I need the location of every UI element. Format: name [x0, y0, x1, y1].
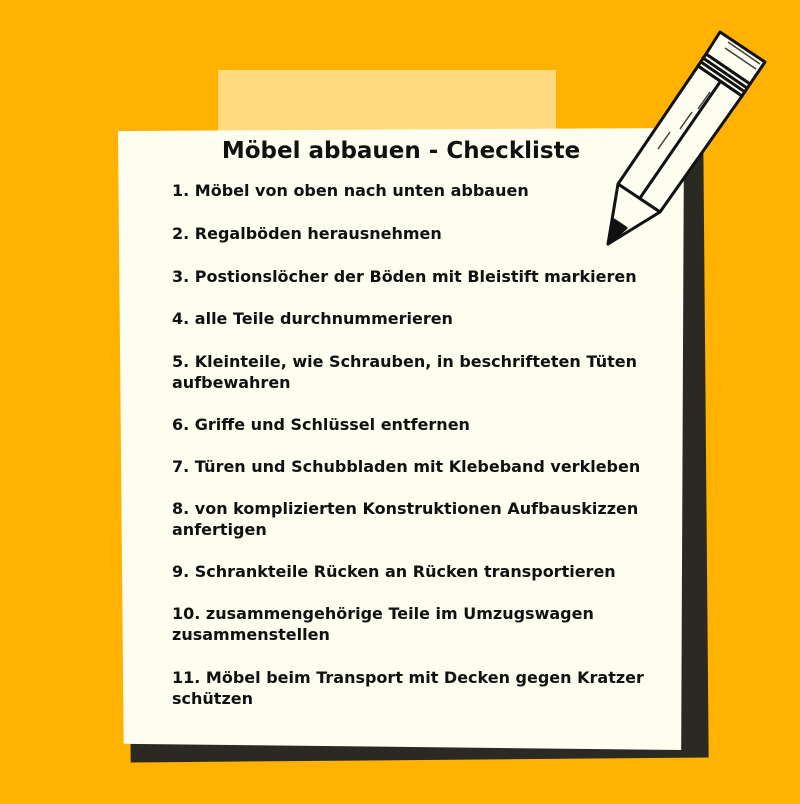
page-title: Möbel abbauen - Checkliste: [221, 138, 581, 164]
checklist: [172, 180, 672, 709]
checklist-item: 9. Schrankteile Rücken an Rücken transportieren: [172, 562, 616, 581]
checklist-item: 11. Möbel beim Transport mit Decken gegen Kratzer schützen: [172, 668, 644, 708]
checklist-item: 1. Möbel von oben nach unten abbauen: [172, 181, 529, 200]
checklist-item: 8. von komplizierten Konstruktionen Aufbauskizzen anfertigen: [172, 499, 639, 539]
checklist-item: 5. Kleinteile, wie Schrauben, in beschrifteten Tüten aufbewahren: [172, 352, 637, 392]
checklist-item: 6. Griffe und Schlüssel entfernen: [172, 415, 470, 434]
checklist-item: 4. alle Teile durchnummerieren: [172, 309, 453, 328]
checklist-item: 7. Türen und Schubbladen mit Klebeband verkleben: [172, 457, 641, 476]
checklist-item: 3. Postionslöcher der Böden mit Bleistift markieren: [172, 267, 637, 286]
checklist-item: 2. Regalböden herausnehmen: [172, 224, 442, 243]
pencil-icon: [600, 22, 780, 252]
checklist-item: 10. zusammengehörige Teile im Umzugswagen zusammenstellen: [172, 604, 594, 644]
